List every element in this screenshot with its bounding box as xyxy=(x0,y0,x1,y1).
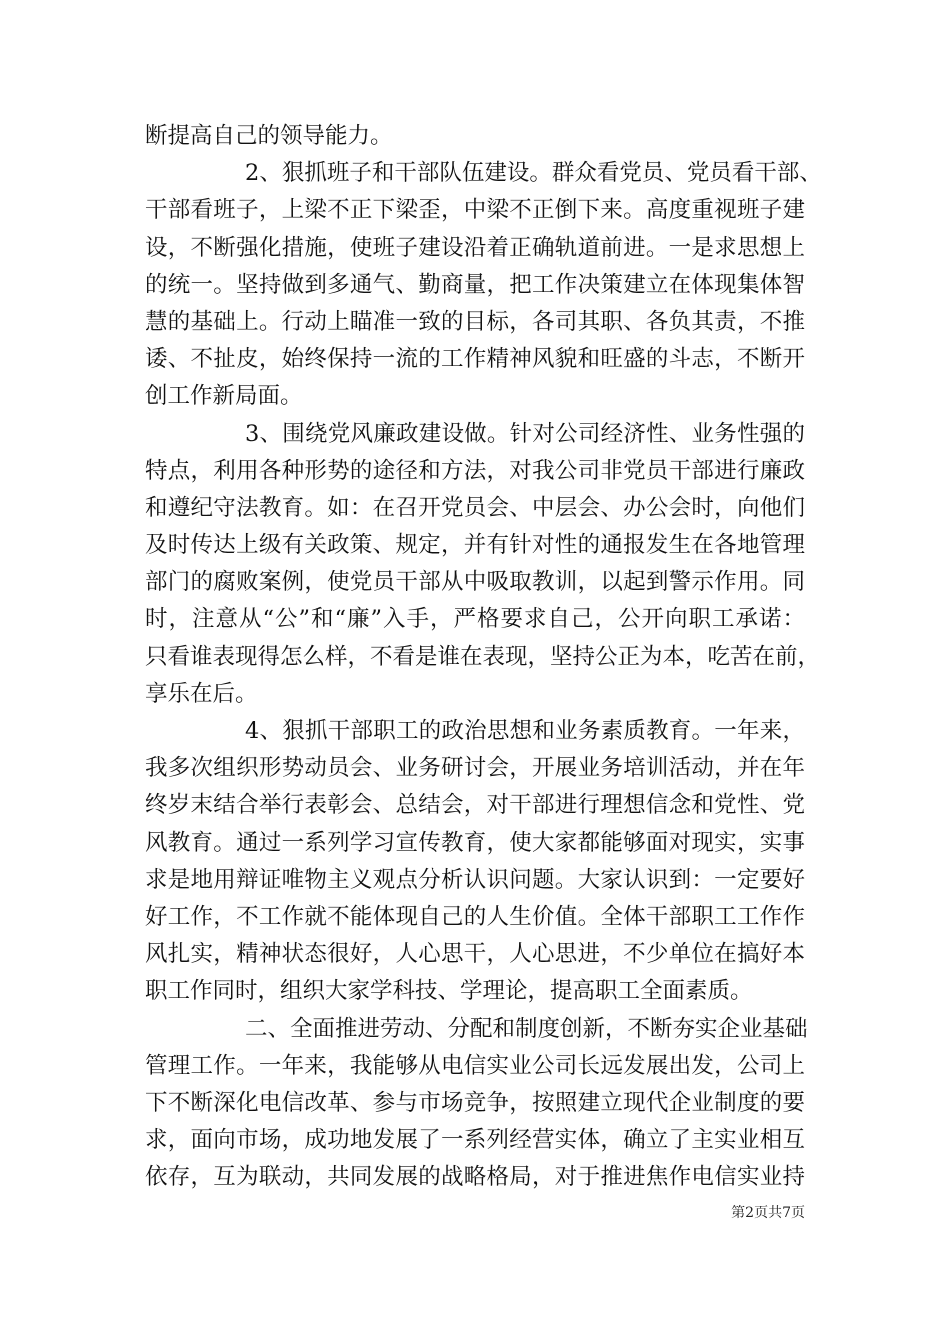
text-line: 好工作，不工作就不能体现自己的人生价值。全体干部职工工作作 xyxy=(145,903,805,930)
text-line: 职工作同时，组织大家学科技、学理论，提高职工全面素质。 xyxy=(145,978,753,1005)
paragraph xyxy=(145,416,821,714)
text-line: 创工作新局面。 xyxy=(145,383,303,410)
text-line: 我多次组织形势动员会、业务研讨会，开展业务培训活动，并在年 xyxy=(145,755,805,782)
document-body xyxy=(145,118,822,1196)
text-line: 特点，利用各种形势的途径和方法，对我公司非党员干部进行廉政 xyxy=(145,457,805,484)
text-line: 二、全面推进劳动、分配和制度创新，不断夯实企业基础 xyxy=(245,1015,808,1042)
paragraph xyxy=(145,118,805,155)
text-line: 下不断深化电信改革、参与市场竞争，按照建立现代企业制度的要 xyxy=(145,1089,805,1116)
text-line: 只看谁表现得怎么样，不看是谁在表现，坚持公正为本，吃苦在前， xyxy=(145,643,821,670)
text-line: 慧的基础上。行动上瞄准一致的目标，各司其职、各负其责，不推 xyxy=(145,308,805,335)
paragraph xyxy=(145,713,805,1011)
paragraph xyxy=(145,1011,808,1197)
text-line: 和遵纪守法教育。如：在召开党员会、中层会、办公会时，向他们 xyxy=(145,494,805,521)
text-line: 享乐在后。 xyxy=(145,680,258,707)
text-line: 部门的腐败案例，使党员干部从中吸取教训，以起到警示作用。同 xyxy=(145,569,805,596)
text-line: 依存，互为联动，共同发展的战略格局，对于推进焦作电信实业持 xyxy=(145,1164,805,1191)
text-line: 干部看班子，上梁不正下梁歪，中梁不正倒下来。高度重视班子建 xyxy=(145,197,805,224)
text-line: 管理工作。一年来，我能够从电信实业公司长远发展出发，公司上 xyxy=(145,1052,805,1079)
text-line: 断提高自己的领导能力。 xyxy=(145,123,393,149)
text-line: 的统一。坚持做到多通气、勤商量，把工作决策建立在体现集体智 xyxy=(145,271,805,298)
text-line: 3、围绕党风廉政建设做。针对公司经济性、业务性强的 xyxy=(245,420,805,447)
text-line: 求，面向市场，成功地发展了一系列经营实体，确立了主实业相互 xyxy=(145,1127,805,1154)
text-line: 风教育。通过一系列学习宣传教育，使大家都能够面对现实，实事 xyxy=(145,829,805,856)
text-line: 诿、不扯皮，始终保持一流的工作精神风貌和旺盛的斗志，不断开 xyxy=(145,346,805,373)
text-line: 及时传达上级有关政策、规定，并有针对性的通报发生在各地管理 xyxy=(145,532,805,559)
text-line: 2、狠抓班子和干部队伍建设。群众看党员、党员看干部、 xyxy=(245,160,822,187)
text-line: 设，不断强化措施，使班子建设沿着正确轨道前进。一是求思想上 xyxy=(145,234,805,261)
text-line: 时，注意从“公”和“廉”入手，严格要求自己，公开向职工承诺： xyxy=(145,606,805,633)
text-line: 风扎实，精神状态很好，人心思干，人心思进，不少单位在搞好本 xyxy=(145,941,805,968)
text-line: 求是地用辩证唯物主义观点分析认识问题。大家认识到：一定要好 xyxy=(145,866,805,893)
text-line: 4、狠抓干部职工的政治思想和业务素质教育。一年来， xyxy=(245,718,805,744)
paragraph xyxy=(145,155,822,415)
page-number: 第2页共7页 xyxy=(731,1205,805,1221)
text-line: 终岁末结合举行表彰会、总结会，对干部进行理想信念和党性、党 xyxy=(145,792,805,819)
